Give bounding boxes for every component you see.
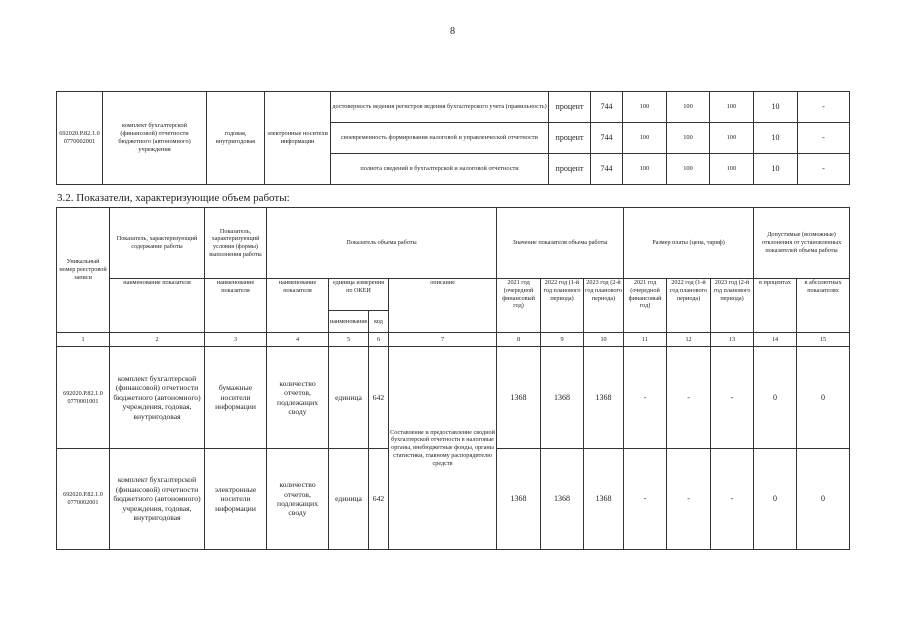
header-row: [57, 208, 850, 279]
header-row: [57, 279, 850, 311]
price-cell: -: [711, 347, 754, 449]
registry-code-cell: 692020.Р.82.1.0 0770001001: [57, 347, 110, 449]
section-title: 3.2. Показатели, характеризующие объем работы:: [57, 192, 290, 204]
value-cell: 100: [623, 92, 667, 123]
header-cell: 2023 год (2-й год планового периода): [584, 279, 624, 333]
price-cell: -: [667, 449, 711, 550]
work-name-cell: комплект бухгалтерской (финансовой) отчетности бюджетного (автономного) учреждения, годовая, внутригодовая: [110, 449, 205, 550]
header-cell: код: [369, 311, 389, 333]
absolute-cell: -: [798, 123, 850, 154]
header-cell: 2023 год (2-й год планового периода): [711, 279, 754, 333]
value-cell: 100: [710, 154, 754, 185]
value-cell: 1368: [541, 347, 584, 449]
column-number: 5: [329, 333, 369, 347]
value-cell: 1368: [584, 347, 624, 449]
header-cell: Допустимые (возможные) отклонения от установленных показателей объема работы: [754, 208, 850, 279]
header-cell: описание: [389, 279, 497, 333]
header-cell: 2021 год (очередной финансовый год): [497, 279, 541, 333]
percent-cell: 0: [754, 347, 797, 449]
unit-cell: процент: [549, 92, 591, 123]
header-cell: в процентах: [754, 279, 797, 333]
work-medium-cell: бумажные носители информации: [205, 347, 267, 449]
unit-cell: процент: [549, 154, 591, 185]
work-medium-cell: электронные носители информации: [265, 92, 331, 185]
value-cell: 100: [667, 154, 710, 185]
work-name-cell: комплект бухгалтерской (финансовой) отчетности бюджетного (автономного) учреждения: [103, 92, 207, 185]
percent-cell: 10: [754, 154, 798, 185]
unit-code-cell: 642: [369, 449, 389, 550]
indicator-cell: своевременность формирования налоговой и управленческой отчетности: [331, 123, 549, 154]
value-cell: 100: [710, 92, 754, 123]
value-cell: 1368: [584, 449, 624, 550]
description-cell: Составление и предоставление сводной бухгалтерской отчетности в налоговые органы, внебюджетные фонды, органы статистики, главному распорядителю средств: [389, 347, 497, 550]
value-cell: 100: [667, 123, 710, 154]
absolute-cell: -: [798, 92, 850, 123]
value-cell: 1368: [541, 449, 584, 550]
table-row: [57, 347, 850, 449]
quality-indicators-table: [56, 91, 850, 185]
percent-cell: 0: [754, 449, 797, 550]
absolute-cell: -: [798, 154, 850, 185]
indicator-cell: полнота сведений в бухгалтерской и налоговой отчетности: [331, 154, 549, 185]
header-cell: Показатель, характеризующий содержание работы: [110, 208, 205, 279]
header-cell: наименование показателя: [267, 279, 329, 333]
indicator-cell: достоверность ведения регистров ведения бухгалтерского учета (правильность): [331, 92, 549, 123]
header-cell: наименование показателя: [205, 279, 267, 333]
unit-cell: единица: [329, 449, 369, 550]
price-cell: -: [624, 449, 667, 550]
header-cell: 2022 год (1-й год планового периода): [541, 279, 584, 333]
value-cell: 100: [667, 92, 710, 123]
column-number: 7: [389, 333, 497, 347]
header-cell: в абсолютных показателях: [797, 279, 850, 333]
absolute-cell: 0: [797, 449, 850, 550]
price-cell: -: [624, 347, 667, 449]
value-cell: 100: [623, 123, 667, 154]
page-number: 8: [450, 26, 455, 37]
percent-cell: 10: [754, 92, 798, 123]
value-cell: 100: [623, 154, 667, 185]
header-cell: Значение показателя объема работы: [497, 208, 624, 279]
value-cell: 1368: [497, 347, 541, 449]
header-cell: наименование: [329, 311, 369, 333]
column-number: 8: [497, 333, 541, 347]
header-cell: Уникальный номер реестровой записи: [57, 208, 110, 333]
column-number: 14: [754, 333, 797, 347]
price-cell: -: [711, 449, 754, 550]
header-cell: Показатель объема работы: [267, 208, 497, 279]
column-number: 10: [584, 333, 624, 347]
header-cell: наименование показателя: [110, 279, 205, 333]
indicator-cell: количество отчетов, подлежащих своду: [267, 449, 329, 550]
unit-cell: процент: [549, 123, 591, 154]
column-number-row: [57, 333, 850, 347]
unit-code-cell: 744: [591, 92, 623, 123]
registry-code-cell: 692020.Р.82.1.0 0770002001: [57, 449, 110, 550]
work-type-cell: годовая, внутригодовая: [207, 92, 265, 185]
column-number: 9: [541, 333, 584, 347]
header-cell: 2021 год (очередной финансовый год): [624, 279, 667, 333]
header-cell: Размер платы (цена, тариф): [624, 208, 754, 279]
value-cell: 100: [710, 123, 754, 154]
unit-code-cell: 744: [591, 123, 623, 154]
work-medium-cell: электронные носители информации: [205, 449, 267, 550]
value-cell: 1368: [497, 449, 541, 550]
table-row: [57, 92, 850, 123]
header-cell: 2022 год (1-й год планового периода): [667, 279, 711, 333]
column-number: 3: [205, 333, 267, 347]
percent-cell: 10: [754, 123, 798, 154]
column-number: 6: [369, 333, 389, 347]
volume-indicators-table: [56, 207, 850, 550]
header-cell: единица измерения по ОКЕИ: [329, 279, 389, 311]
column-number: 1: [57, 333, 110, 347]
registry-code-cell: 692020.Р.82.1.0 0770002001: [57, 92, 103, 185]
absolute-cell: 0: [797, 347, 850, 449]
unit-code-cell: 744: [591, 154, 623, 185]
unit-cell: единица: [329, 347, 369, 449]
column-number: 15: [797, 333, 850, 347]
indicator-cell: количество отчетов, подлежащих своду: [267, 347, 329, 449]
column-number: 12: [667, 333, 711, 347]
column-number: 2: [110, 333, 205, 347]
unit-code-cell: 642: [369, 347, 389, 449]
price-cell: -: [667, 347, 711, 449]
column-number: 13: [711, 333, 754, 347]
column-number: 4: [267, 333, 329, 347]
header-cell: Показатель, характеризующий условия (формы) выполнения работы: [205, 208, 267, 279]
work-name-cell: комплект бухгалтерской (финансовой) отчетности бюджетного (автономного) учреждения, годовая, внутригодовая: [110, 347, 205, 449]
column-number: 11: [624, 333, 667, 347]
